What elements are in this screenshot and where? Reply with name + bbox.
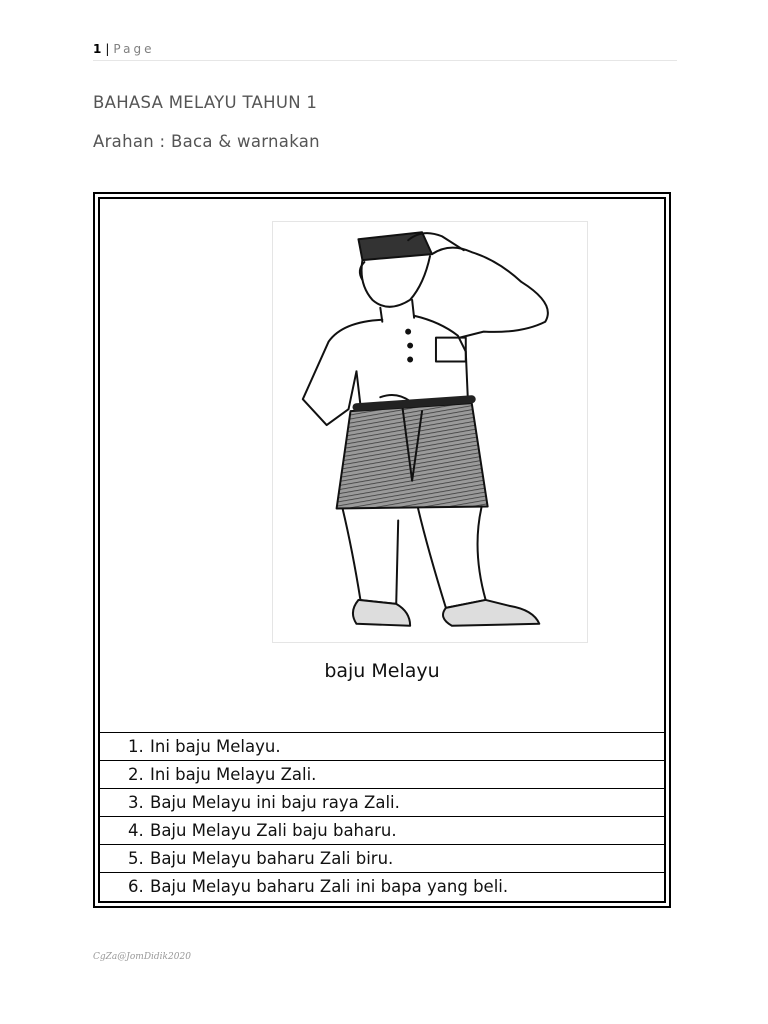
sentence-number: 4.	[128, 821, 144, 840]
illustration-panel	[272, 221, 588, 643]
sentence-text: Baju Melayu ini baju raya Zali.	[150, 793, 400, 812]
illustration-caption: baju Melayu	[324, 660, 440, 682]
sentence-number: 2.	[128, 765, 144, 784]
sentence-text: Ini baju Melayu.	[150, 737, 281, 756]
sentence-row	[100, 760, 664, 788]
sentence-number: 3.	[128, 793, 144, 812]
baju-melayu-boy-icon	[273, 222, 587, 642]
sentence-row	[100, 872, 664, 900]
sentence-number: 6.	[128, 877, 144, 896]
sentence-text: Baju Melayu baharu Zali biru.	[150, 849, 394, 868]
worksheet-frame	[93, 192, 671, 908]
sentence-text: Ini baju Melayu Zali.	[150, 765, 317, 784]
page-label: Page	[113, 42, 155, 56]
sentence-number: 5.	[128, 849, 144, 868]
page-separator: |	[105, 42, 111, 56]
sentence-number: 1.	[128, 737, 144, 756]
page-header	[93, 42, 677, 61]
sentence-row	[100, 788, 664, 816]
sentence-text: Baju Melayu baharu Zali ini bapa yang beli.	[150, 877, 509, 896]
sentence-list	[100, 732, 664, 901]
footer-credit: CgZa@JomDidik2020	[93, 952, 191, 962]
worksheet-instruction: Arahan : Baca & warnakan	[93, 132, 320, 151]
sentence-row	[100, 816, 664, 844]
page-number: 1	[93, 42, 103, 56]
worksheet-inner-frame	[98, 197, 666, 903]
worksheet-title: BAHASA MELAYU TAHUN 1	[93, 93, 318, 112]
sentence-row	[100, 732, 664, 760]
sentence-row	[100, 844, 664, 872]
sentence-text: Baju Melayu Zali baju baharu.	[150, 821, 397, 840]
